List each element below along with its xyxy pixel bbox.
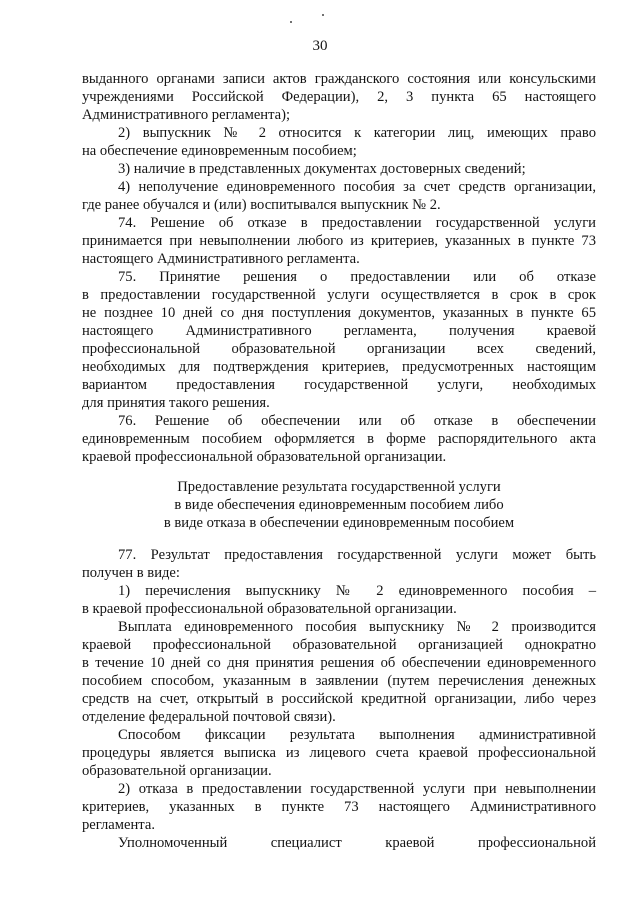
body-line: 76. Решение об обеспечении или об отказе в обеспечении [118, 413, 596, 429]
body-line: в течение 10 дней со дня принятия решения об обеспечении единовременного [82, 655, 596, 671]
body-line: необходимых для подтверждения критериев, предусмотренных настоящим [82, 359, 596, 375]
scan-speck [322, 14, 324, 16]
body-line: для принятия такого решения. [82, 395, 270, 411]
body-line: краевой профессиональной образовательной организацией однократно [82, 637, 596, 653]
body-line: 3) наличие в представленных документах достоверных сведений; [118, 161, 526, 177]
body-line: образовательной организации. [82, 763, 272, 779]
body-line: Административного регламента); [82, 107, 291, 123]
body-line: настоящего Административного регламента. [82, 251, 360, 267]
section-heading-line: Предоставление результата государственной услуги [177, 479, 501, 495]
body-line: где ранее обучался и (или) воспитывался выпускник № 2. [82, 197, 441, 213]
body-line: на обеспечение единовременным пособием; [82, 143, 357, 159]
section-heading-line: в виде отказа в обеспечении единовременным пособием [163, 515, 515, 531]
body-line: в краевой профессиональной образовательной организации. [82, 601, 457, 617]
body-line: выданного органами записи актов гражданского состояния или консульскими [82, 71, 596, 87]
body-line: не позднее 10 дней со дня поступления документов, указанных в пункте 65 [82, 305, 596, 321]
body-line: единовременным пособием оформляется в форме распорядительного акта [82, 431, 596, 447]
body-line: процедуры является выписка из лицевого счета краевой профессиональной [82, 745, 596, 761]
body-line: 2) отказа в предоставлении государственной услуги при невыполнении [118, 781, 596, 797]
body-line: 75. Принятие решения о предоставлении или об отказе [118, 269, 596, 285]
body-line: средств на счет, открытый в российской кредитной организации, либо через [82, 691, 596, 707]
body-line: принимается при невыполнении любого из критериев, указанных в пункте 73 [82, 233, 596, 249]
body-line: 77. Результат предоставления государственной услуги может быть [118, 547, 596, 563]
body-line: критериев, указанных в пункте 73 настоящего Административного [82, 799, 596, 815]
body-line: регламента. [82, 817, 155, 833]
body-line: Выплата единовременного пособия выпускнику № 2 производится [118, 619, 596, 635]
body-line: учреждениями Российской Федерации), 2, 3 пункта 65 настоящего [82, 89, 596, 105]
section-heading-line: в виде обеспечения единовременным пособием либо [174, 497, 504, 513]
body-line: вариантом предоставления государственной услуги, необходимых [82, 377, 596, 393]
body-line: 1) перечисления выпускнику № 2 единовременного пособия – [118, 583, 596, 599]
body-line: Способом фиксации результата выполнения административной [118, 727, 596, 743]
body-line: 74. Решение об отказе в предоставлении государственной услуги [118, 215, 596, 231]
body-line: настоящего Административного регламента, получения краевой [82, 323, 596, 339]
body-line: 4) неполучение единовременного пособия за счет средств организации, [118, 179, 596, 195]
body-line: 2) выпускник № 2 относится к категории лиц, имеющих право [118, 125, 596, 141]
body-line: в предоставлении государственной услуги осуществляется в срок в срок [82, 287, 596, 303]
body-line: профессиональной образовательной организации всех сведений, [82, 341, 596, 357]
body-line: отделение федеральной почтовой связи). [82, 709, 336, 725]
body-line: получен в виде: [82, 565, 180, 581]
scan-speck [290, 21, 292, 23]
page-number: 30 [312, 38, 328, 54]
body-line: пособием способом, указанным в заявлении (путем перечисления денежных [82, 673, 596, 689]
body-line: Уполномоченный специалист краевой профессиональной [118, 835, 596, 851]
body-line: краевой профессиональной образовательной организации. [82, 449, 447, 465]
